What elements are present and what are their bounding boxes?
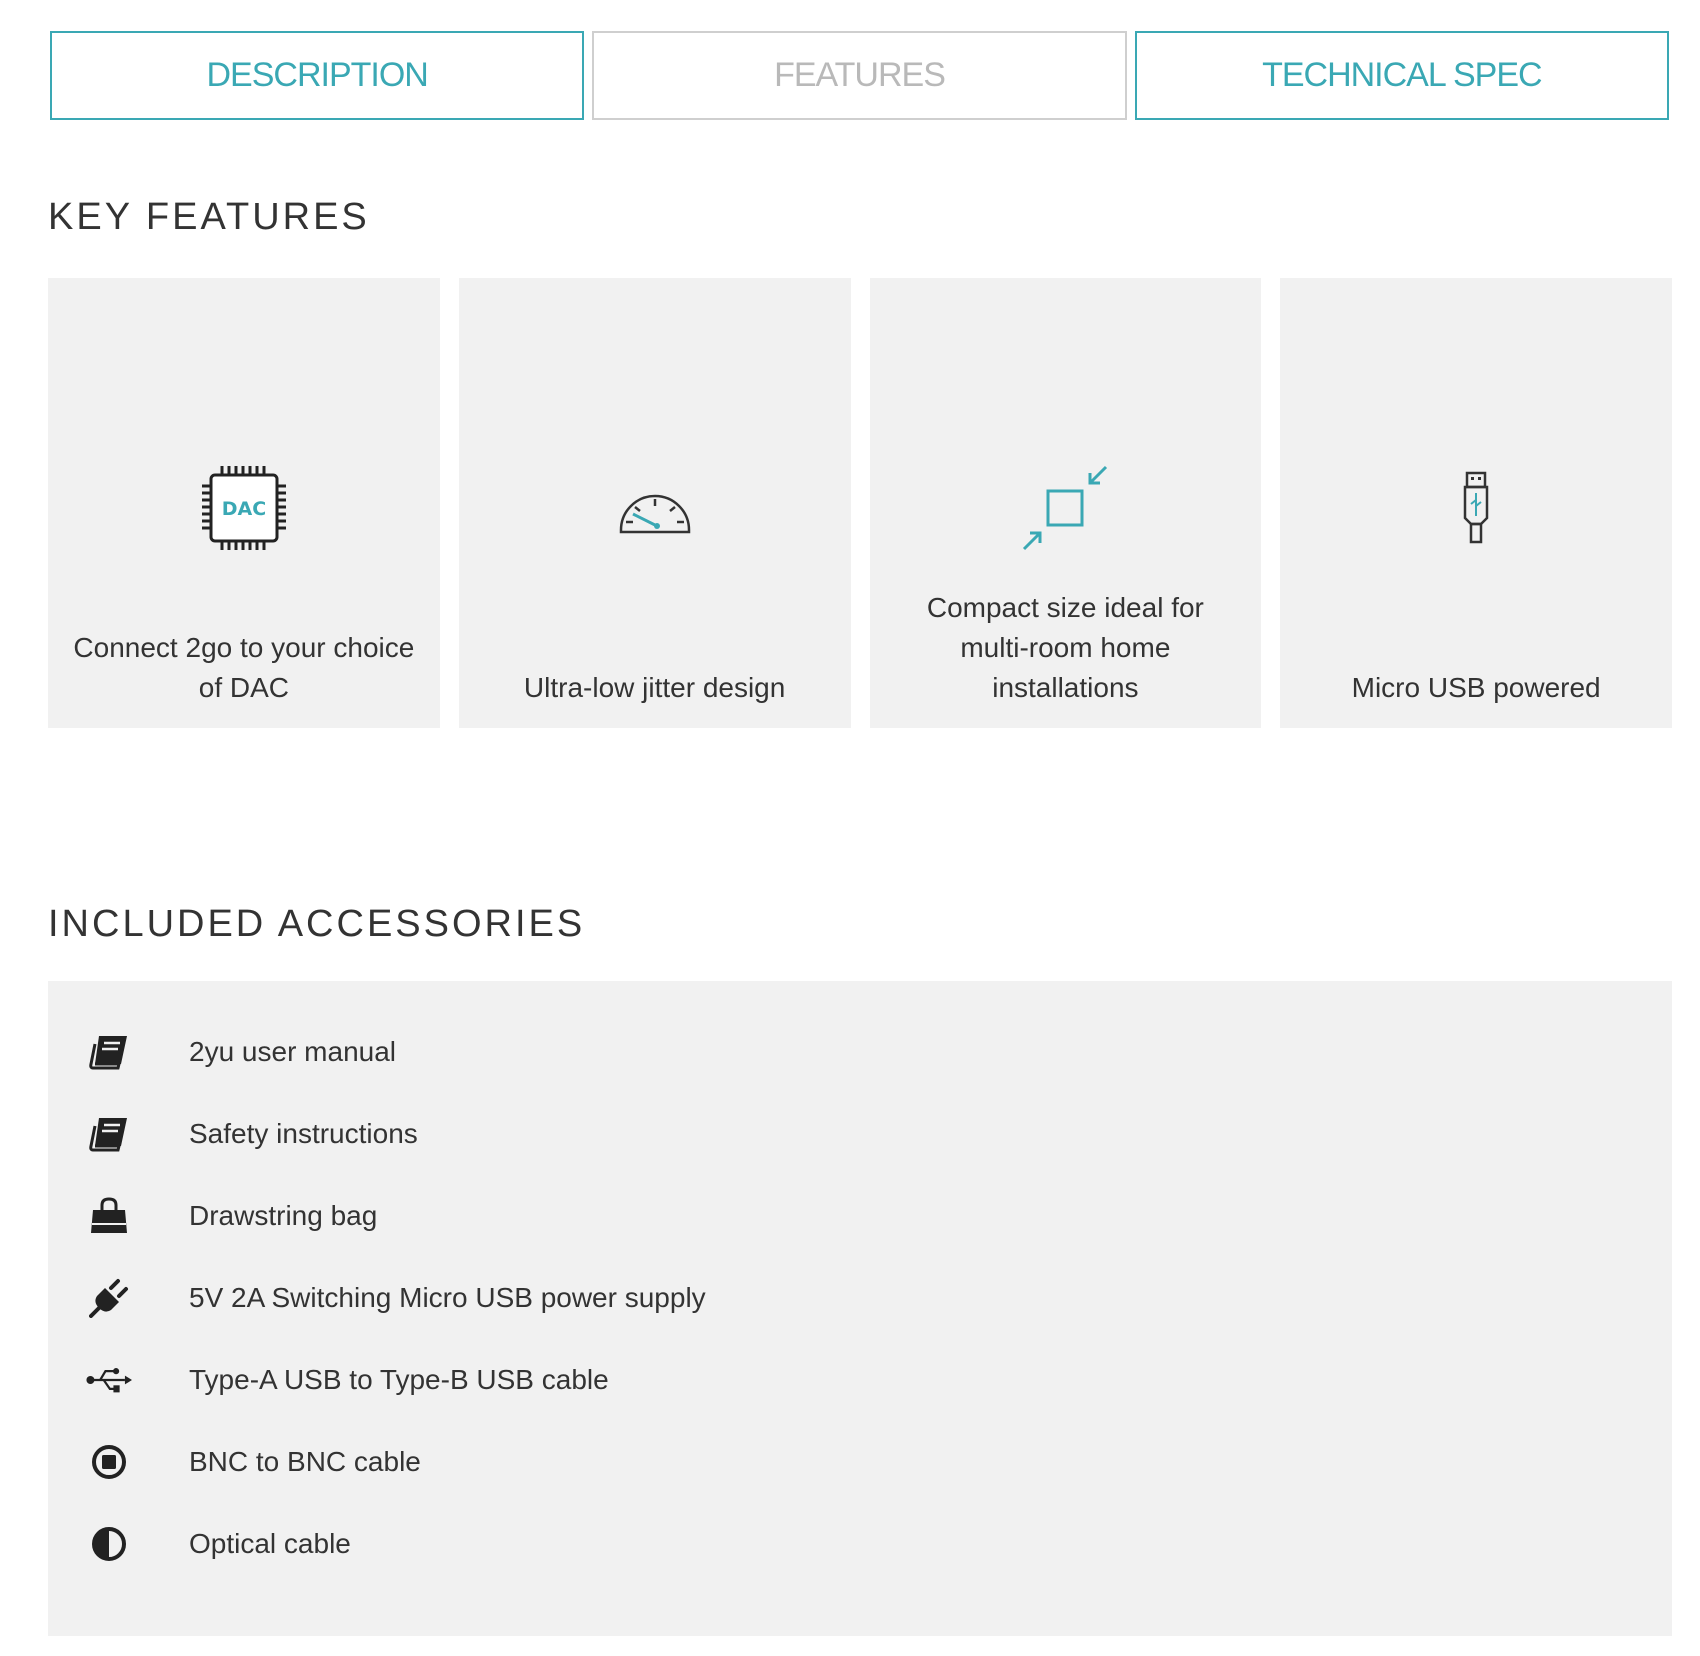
accessory-label: Optical cable <box>189 1528 351 1559</box>
book-icon <box>86 1111 132 1157</box>
list-item <box>48 1257 1672 1339</box>
accessory-label: Drawstring bag <box>189 1200 378 1231</box>
feature-label: Micro USB powered <box>1351 672 1601 703</box>
key-features-heading: KEY FEATURES <box>48 196 370 238</box>
accessory-label: 5V 2A Switching Micro USB power supply <box>189 1282 706 1313</box>
key-features-grid <box>48 278 1672 728</box>
list-item <box>48 1093 1672 1175</box>
feature-label: Ultra-low jitter design <box>523 672 786 703</box>
list-item <box>48 1339 1672 1421</box>
dac-chip-label: DAC <box>221 498 267 520</box>
shopping-bag-icon <box>86 1193 132 1239</box>
included-accessories-heading: INCLUDED ACCESSORIES <box>48 903 586 945</box>
list-item <box>48 1175 1672 1257</box>
feature-label: Connect 2go to your choice of DAC <box>73 632 415 703</box>
usb-plug-icon <box>1426 458 1526 558</box>
feature-card-compact <box>870 278 1262 728</box>
feature-card-dac <box>48 278 440 728</box>
speedometer-icon <box>605 458 705 558</box>
half-circle-icon <box>86 1521 132 1567</box>
book-icon <box>86 1029 132 1075</box>
dac-chip-icon <box>194 458 294 558</box>
accessory-label: 2yu user manual <box>189 1036 397 1067</box>
accessories-panel <box>48 981 1672 1636</box>
feature-label: Compact size ideal for multi-room home installations <box>926 592 1204 703</box>
accessory-label: Type-A USB to Type-B USB cable <box>189 1364 609 1395</box>
stop-circle-icon <box>86 1439 132 1485</box>
tab-technical-spec[interactable]: TECHNICAL SPEC <box>1135 31 1669 120</box>
list-item <box>48 1011 1672 1093</box>
tab-description[interactable]: DESCRIPTION <box>50 31 584 120</box>
accessories-list <box>48 1011 1672 1585</box>
feature-card-usb-power <box>1280 278 1672 728</box>
accessory-label: BNC to BNC cable <box>189 1446 421 1477</box>
compress-arrows-icon <box>1015 458 1115 558</box>
tab-features[interactable]: FEATURES <box>592 31 1126 120</box>
list-item <box>48 1421 1672 1503</box>
usb-icon <box>86 1357 132 1403</box>
feature-card-jitter <box>459 278 851 728</box>
list-item <box>48 1503 1672 1585</box>
tab-bar <box>50 31 1669 120</box>
accessory-label: Safety instructions <box>189 1118 418 1149</box>
plug-icon <box>86 1275 132 1321</box>
